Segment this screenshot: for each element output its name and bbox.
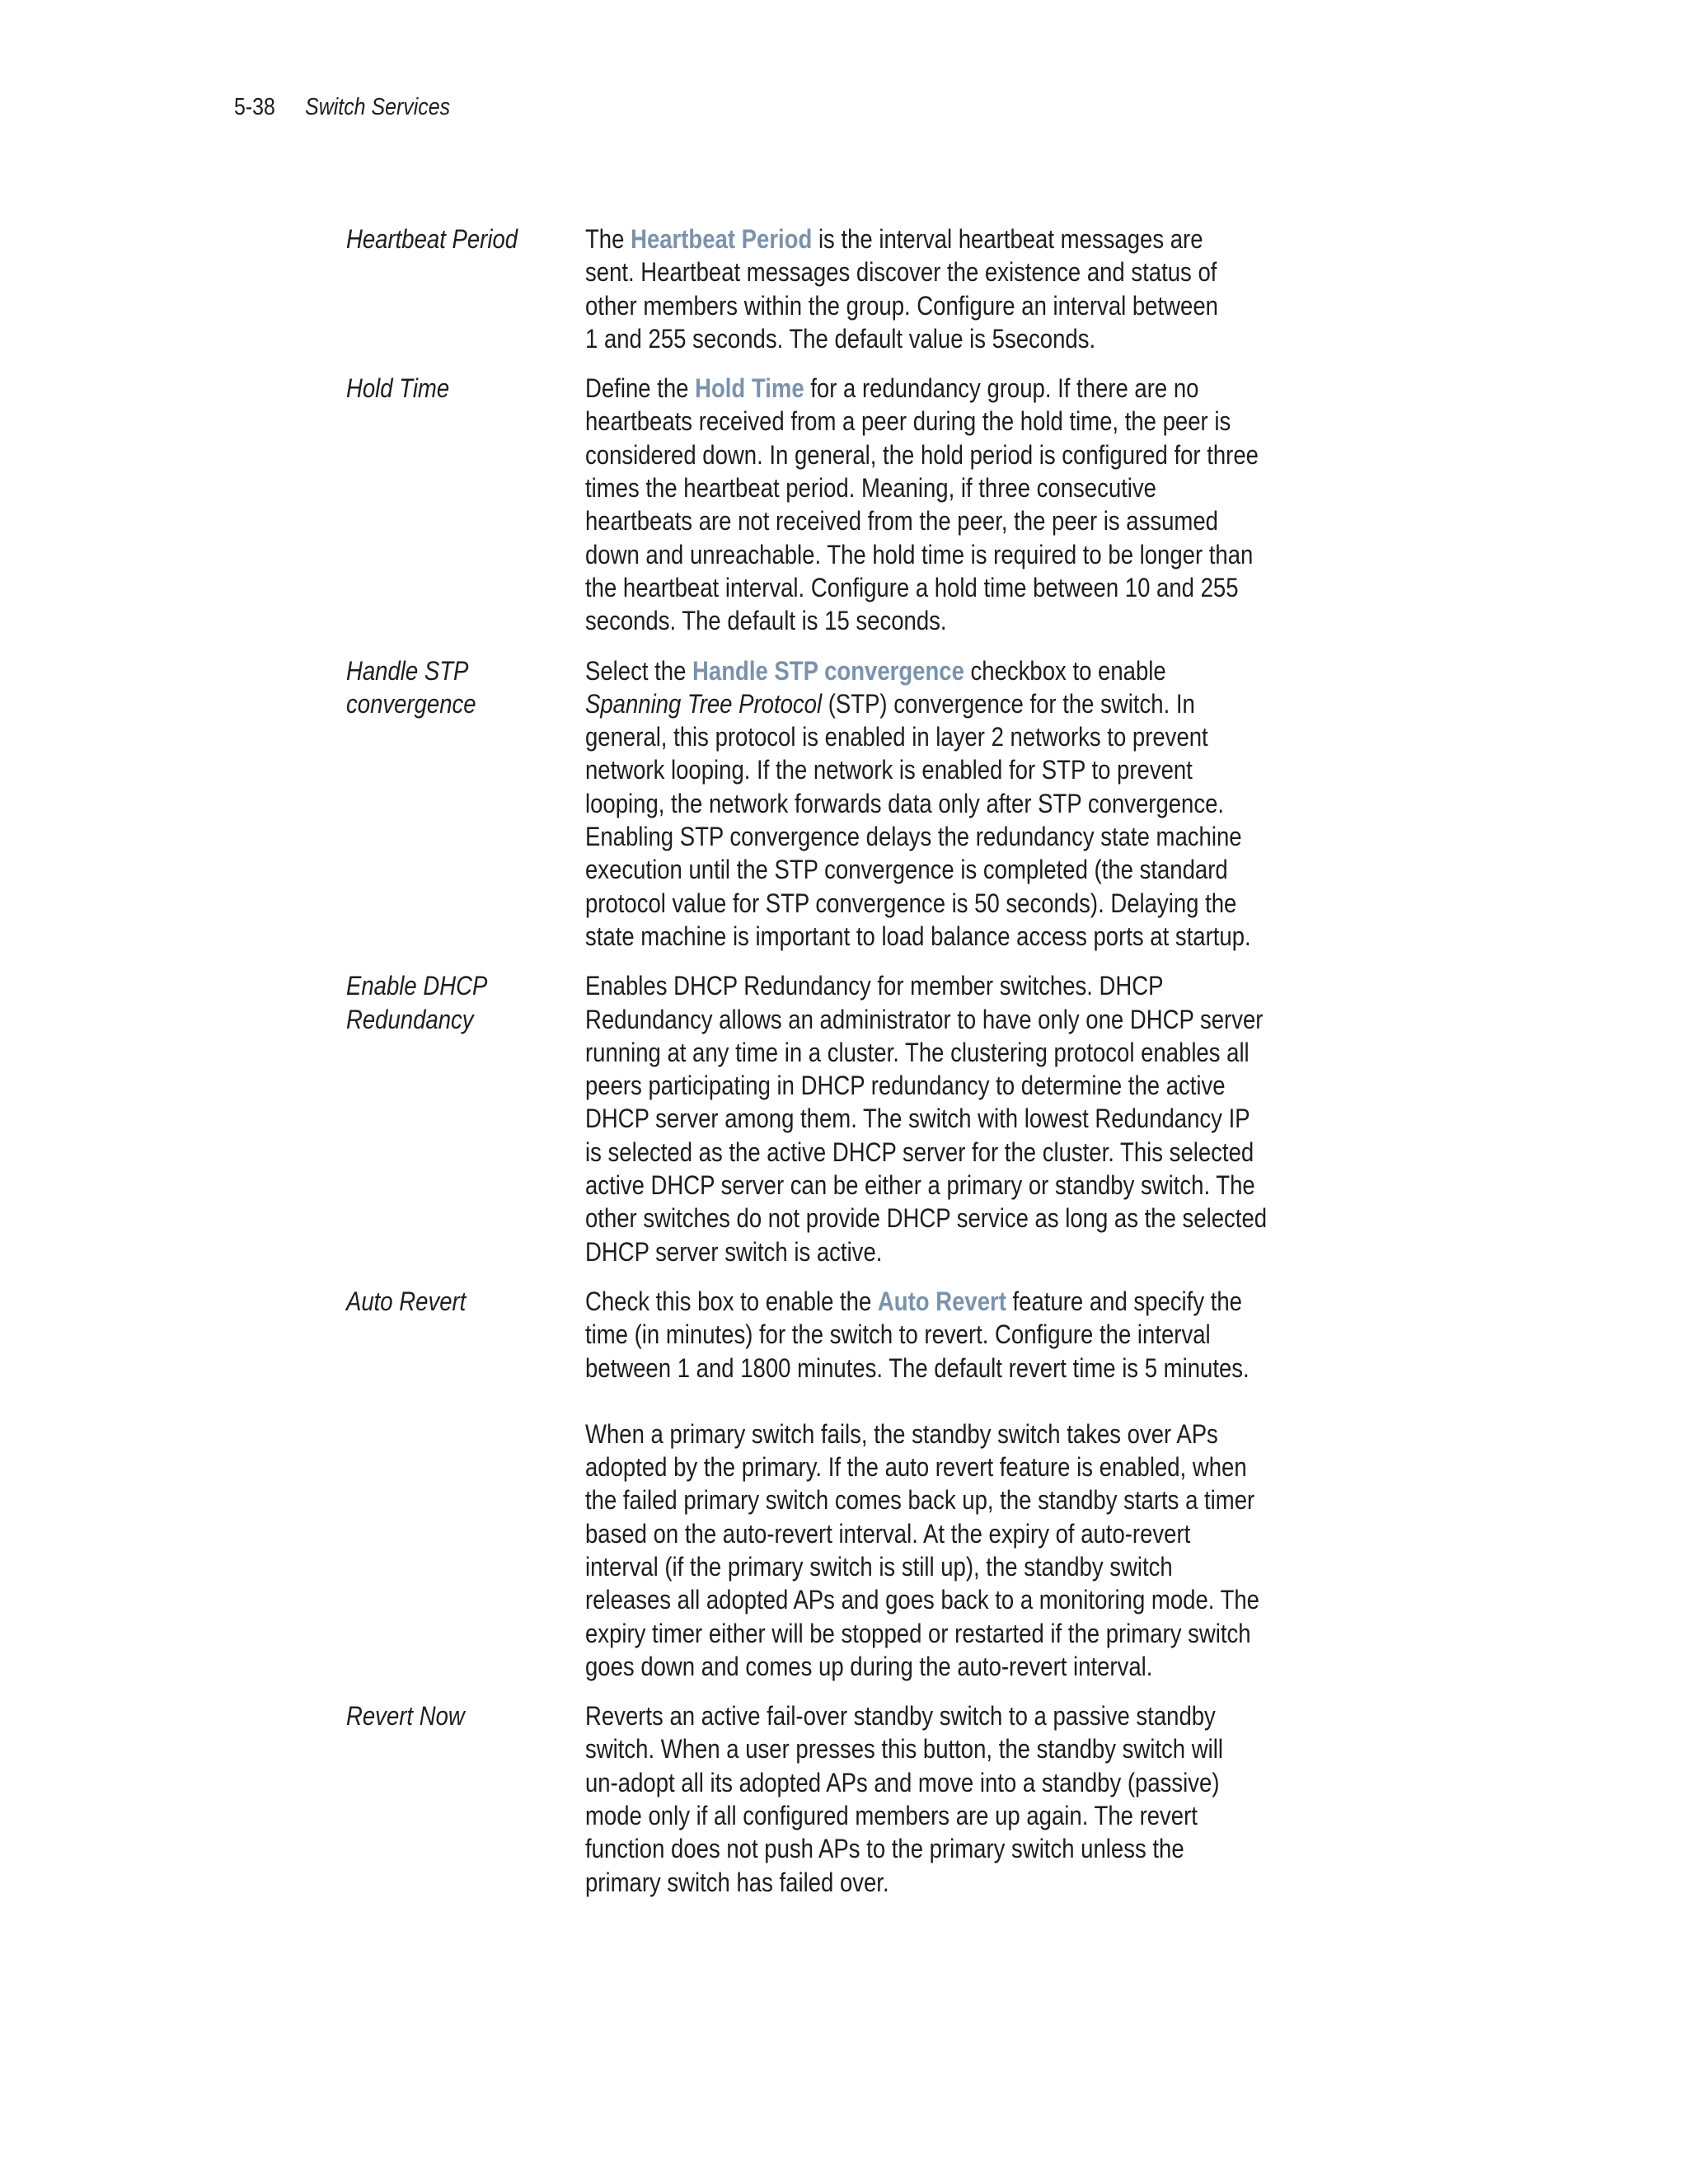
page-number: 5-38 <box>234 94 275 120</box>
text-run: network looping. If the network is enabled for STP to prevent <box>585 755 1193 785</box>
text-line <box>585 1483 1255 1516</box>
text-run: un-adopt all its adopted APs and move into a standby (passive) <box>585 1767 1220 1797</box>
text-run: Define the <box>585 373 696 404</box>
text-run: feature and specify the <box>1006 1286 1242 1316</box>
text-line <box>585 1003 1264 1036</box>
text-line <box>585 820 1242 853</box>
term-line: convergence <box>346 688 476 719</box>
text-run: general, this protocol is enabled in layer 2 networks to prevent <box>585 722 1208 752</box>
definition-description <box>585 654 1311 954</box>
text-line <box>585 1517 1209 1550</box>
text-line <box>585 571 1239 604</box>
text-line <box>585 1866 1209 1899</box>
text-line <box>585 255 1217 288</box>
text-line <box>585 787 1225 820</box>
text-line <box>585 1766 1220 1799</box>
definition-row <box>346 372 1335 637</box>
text-line <box>585 887 1237 920</box>
text-line <box>585 322 1209 355</box>
description-paragraph <box>585 654 1251 954</box>
definition-description <box>585 1285 1311 1683</box>
text-line <box>585 920 1251 953</box>
text-line <box>585 1617 1251 1650</box>
text-run: expiry timer either will be stopped or restarted if the primary switch <box>585 1618 1251 1648</box>
ui-control-reference: Hold Time <box>695 373 804 404</box>
emphasized-term: Spanning Tree Protocol <box>585 688 823 719</box>
text-line <box>585 720 1209 753</box>
text-run: sent. Heartbeat messages discover the existence and status of <box>585 257 1217 288</box>
text-run: heartbeats are not received from the peer, the peer is assumed <box>585 506 1218 537</box>
ui-control-reference: Heartbeat Period <box>631 224 813 254</box>
text-line <box>585 687 1209 720</box>
description-paragraph <box>585 969 1268 1268</box>
text-run: looping, the network forwards data only after STP convergence. <box>585 788 1225 818</box>
text-line <box>585 1583 1259 1616</box>
section-title: Switch Services <box>305 94 451 120</box>
description-paragraph <box>585 1699 1223 1899</box>
text-line <box>585 1418 1218 1451</box>
text-line <box>585 1318 1209 1351</box>
text-run: between 1 and 1800 minutes. The default revert time is 5 minutes. <box>585 1352 1250 1383</box>
text-run: releases all adopted APs and goes back to a monitoring mode. The <box>585 1585 1259 1615</box>
text-run: state machine is important to load balance access ports at startup. <box>585 921 1251 951</box>
text-run: is selected as the active DHCP server for the cluster. This selected <box>585 1137 1254 1167</box>
text-run: protocol value for STP convergence is 50 seconds). Delaying the <box>585 888 1237 918</box>
text-run: peers participating in DHCP redundancy to determine the active <box>585 1071 1226 1101</box>
text-run: mode only if all configured members are up again. The revert <box>585 1801 1198 1831</box>
text-line <box>585 538 1254 571</box>
term-line: Revert Now <box>346 1701 465 1732</box>
text-line <box>585 1451 1247 1483</box>
text-run: checkbox to enable <box>964 655 1166 686</box>
text-run: Enables DHCP Redundancy for member switches. DHCP <box>585 971 1164 1001</box>
text-line <box>585 504 1218 537</box>
definition-row <box>346 1285 1335 1683</box>
text-run: When a primary switch fails, the standby switch takes over APs <box>585 1418 1218 1449</box>
definition-term <box>346 969 585 1036</box>
text-run: Reverts an active fail-over standby switch to a passive standby <box>585 1701 1216 1732</box>
definition-term <box>346 1699 585 1732</box>
description-paragraph <box>585 223 1218 355</box>
definition-row <box>346 1699 1335 1899</box>
term-line: Auto Revert <box>346 1286 467 1316</box>
parameter-definitions <box>346 223 1335 1915</box>
text-run: for a redundancy group. If there are no <box>804 373 1199 404</box>
text-run: heartbeats received from a peer during the hold time, the peer is <box>585 406 1231 437</box>
ui-control-reference: Handle STP convergence <box>692 655 964 686</box>
text-line <box>585 1036 1250 1069</box>
text-run: other members within the group. Configure an interval between <box>585 290 1218 321</box>
text-line <box>585 1732 1223 1765</box>
text-line <box>585 753 1209 786</box>
running-header <box>234 91 450 124</box>
text-line <box>585 1202 1268 1235</box>
definition-row <box>346 969 1335 1268</box>
text-run: function does not push APs to the primary switch unless the <box>585 1834 1184 1864</box>
text-run: execution until the STP convergence is completed (the standard <box>585 855 1228 885</box>
text-run: other switches do not provide DHCP service as long as the selected <box>585 1203 1268 1234</box>
definition-description <box>585 372 1311 637</box>
text-line <box>585 1699 1216 1732</box>
text-run: active DHCP server can be either a primary or standby switch. The <box>585 1170 1255 1201</box>
text-line <box>585 853 1228 886</box>
text-run: goes down and comes up during the auto-revert interval. <box>585 1651 1153 1681</box>
text-line <box>585 372 1209 405</box>
definition-term <box>346 654 585 721</box>
text-line <box>585 405 1231 438</box>
text-run: running at any time in a cluster. The clustering protocol enables all <box>585 1037 1250 1067</box>
text-run: the heartbeat interval. Configure a hold time between 10 and 255 <box>585 572 1239 602</box>
text-run: the failed primary switch comes back up, the standby starts a timer <box>585 1485 1255 1516</box>
definition-description <box>585 969 1311 1268</box>
term-line: Heartbeat Period <box>346 224 518 254</box>
text-run: is the interval heartbeat messages are <box>812 224 1203 254</box>
text-run: DHCP server among them. The switch with lowest Redundancy IP <box>585 1104 1250 1134</box>
text-run: down and unreachable. The hold time is required to be longer than <box>585 539 1254 569</box>
text-line <box>585 438 1259 471</box>
ui-control-reference: Auto Revert <box>877 1286 1006 1316</box>
text-line <box>585 471 1209 504</box>
term-line: Enable DHCP <box>346 971 488 1001</box>
term-line: Redundancy <box>346 1004 474 1034</box>
definition-description <box>585 223 1311 355</box>
definition-term <box>346 1285 585 1318</box>
text-line <box>585 289 1218 322</box>
text-line <box>585 1799 1209 1832</box>
text-line <box>585 223 1209 255</box>
text-line <box>585 1550 1209 1583</box>
text-line <box>585 1102 1250 1135</box>
text-run: (STP) convergence for the switch. In <box>822 688 1195 719</box>
definition-description <box>585 1699 1311 1899</box>
text-run: primary switch has failed over. <box>585 1867 889 1897</box>
text-line <box>585 969 1209 1002</box>
description-paragraph <box>585 372 1259 637</box>
text-run: seconds. The default is 15 seconds. <box>585 606 947 636</box>
text-line <box>585 604 1209 637</box>
text-run: adopted by the primary. If the auto revert feature is enabled, when <box>585 1452 1247 1483</box>
text-line <box>585 1352 1250 1385</box>
text-run: time (in minutes) for the switch to revert. Configure the interval <box>585 1319 1211 1350</box>
text-line <box>585 1285 1242 1318</box>
text-run: The <box>585 224 631 254</box>
text-line <box>585 1650 1209 1683</box>
definition-term <box>346 223 585 255</box>
text-run: Enabling STP convergence delays the redundancy state machine <box>585 822 1242 852</box>
text-line <box>585 654 1209 687</box>
text-line <box>585 1235 1209 1268</box>
text-run: switch. When a user presses this button, the standby switch will <box>585 1734 1223 1765</box>
description-paragraph <box>585 1285 1250 1385</box>
description-paragraph <box>585 1418 1259 1683</box>
text-line <box>585 1169 1255 1202</box>
text-line <box>585 1136 1254 1169</box>
text-line <box>585 1069 1226 1102</box>
term-line: Hold Time <box>346 373 450 404</box>
definition-row <box>346 654 1335 954</box>
text-line <box>585 1832 1209 1865</box>
text-run: interval (if the primary switch is still up), the standby switch <box>585 1551 1173 1582</box>
text-run: 1 and 255 seconds. The default value is 5seconds. <box>585 323 1096 354</box>
text-run: Select the <box>585 655 693 686</box>
text-run: Redundancy allows an administrator to have only one DHCP server <box>585 1004 1264 1034</box>
text-run: considered down. In general, the hold period is configured for three <box>585 439 1259 470</box>
term-line: Handle STP <box>346 655 469 686</box>
text-run: based on the auto-revert interval. At the expiry of auto-revert <box>585 1518 1191 1549</box>
text-run: DHCP server switch is active. <box>585 1236 883 1267</box>
definition-row <box>346 223 1335 355</box>
definition-term <box>346 372 585 405</box>
text-run: Check this box to enable the <box>585 1286 878 1316</box>
text-run: times the heartbeat period. Meaning, if three consecutive <box>585 473 1156 504</box>
